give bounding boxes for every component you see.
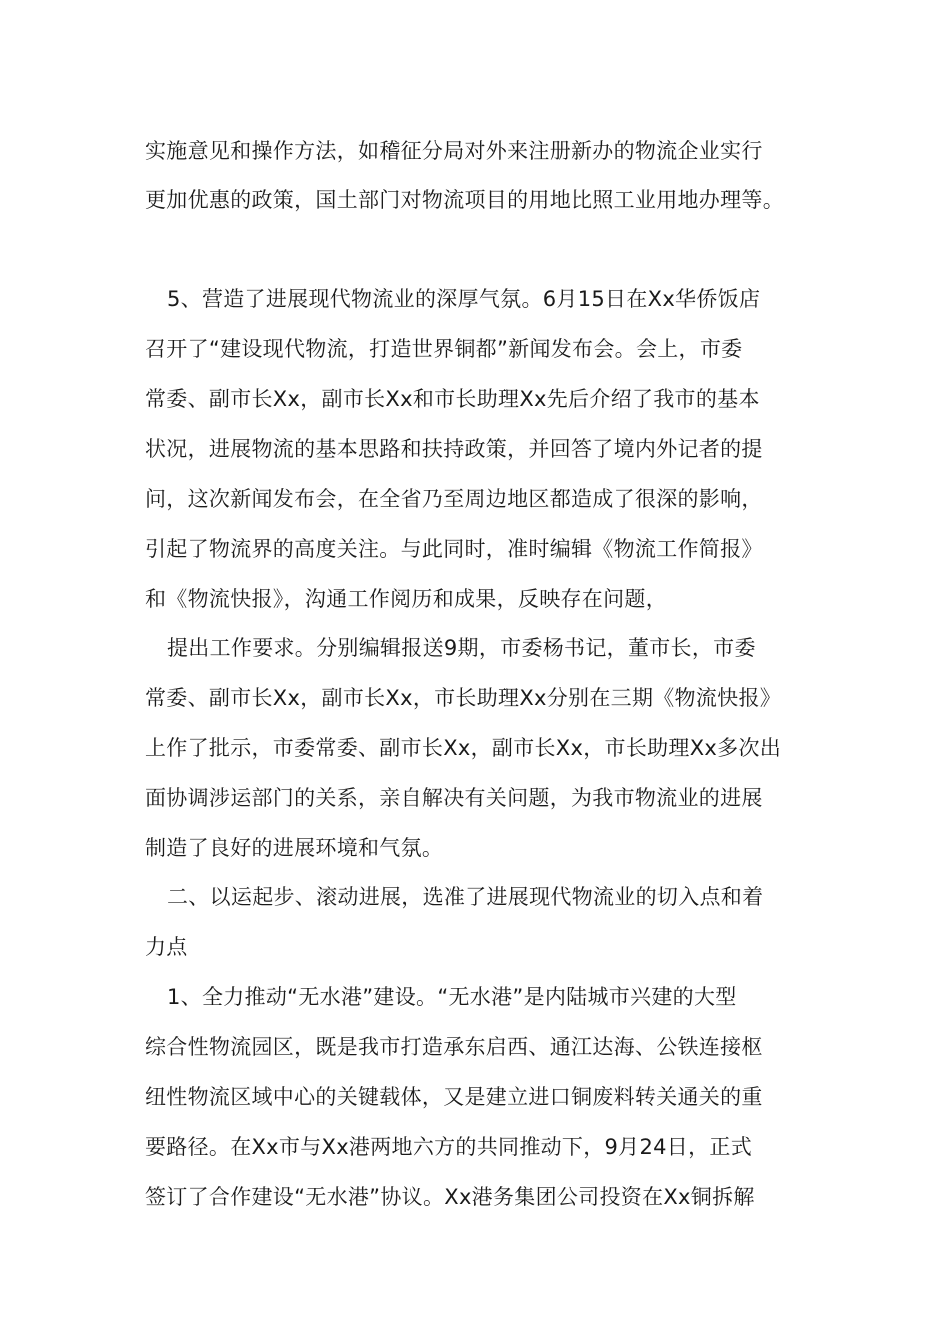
text-line: 召开了“建设现代物流，打造世界铜都”新闻发布会。会上，市委 (145, 337, 743, 361)
section-heading-2-cont: 力点 (145, 935, 188, 959)
text-line: 制造了良好的进展环境和气氛。 (145, 836, 444, 860)
text-line: 状况，进展物流的基本思路和扶持政策，并回答了境内外记者的提 (145, 437, 763, 461)
text-line: 和《物流快报》，沟通工作阅历和成果，反映存在问题， (145, 587, 667, 611)
text-line: 实施意见和操作方法，如稽征分局对外来注册新办的物流企业实行 (145, 139, 763, 163)
text-line: 要路径。在Xx市与Xx港两地六方的共同推动下，9月24日，正式 (145, 1135, 753, 1159)
text-line: 常委、副市长Xx，副市长Xx和市长助理Xx先后介绍了我市的基本 (145, 387, 760, 411)
text-line: 更加优惠的政策，国土部门对物流项目的用地比照工业用地办理等。 (145, 188, 784, 212)
section-heading-2: 二、以运起步、滚动进展，选准了进展现代物流业的切入点和着 (167, 885, 764, 909)
text-line: 提出工作要求。分别编辑报送9期，市委杨书记，董市长，市委 (167, 636, 756, 660)
text-line: 引起了物流界的高度关注。与此同时，准时编辑《物流工作简报》 (145, 537, 763, 561)
text-line: 问，这次新闻发布会，在全省乃至周边地区都造成了很深的影响， (145, 487, 763, 511)
text-line: 综合性物流园区，既是我市打造承东启西、通江达海、公铁连接枢 (145, 1035, 763, 1059)
text-line: 常委、副市长Xx，副市长Xx，市长助理Xx分别在三期《物流快报》 (145, 686, 782, 710)
text-line: 签订了合作建设“无水港”协议。Xx港务集团公司投资在Xx铜拆解 (145, 1185, 755, 1209)
paragraph-5-start: 5、营造了进展现代物流业的深厚气氛。6月15日在Xx华侨饭店 (167, 287, 761, 311)
text-line: 纽性物流区域中心的关键载体，又是建立进口铜废料转关通关的重 (145, 1085, 763, 1109)
text-line: 面协调涉运部门的关系，亲自解决有关问题，为我市物流业的进展 (145, 786, 763, 810)
paragraph-1-start: 1、全力推动“无水港”建设。“无水港”是内陆城市兴建的大型 (167, 985, 737, 1009)
text-line: 上作了批示，市委常委、副市长Xx，副市长Xx，市长助理Xx多次出 (145, 736, 782, 760)
